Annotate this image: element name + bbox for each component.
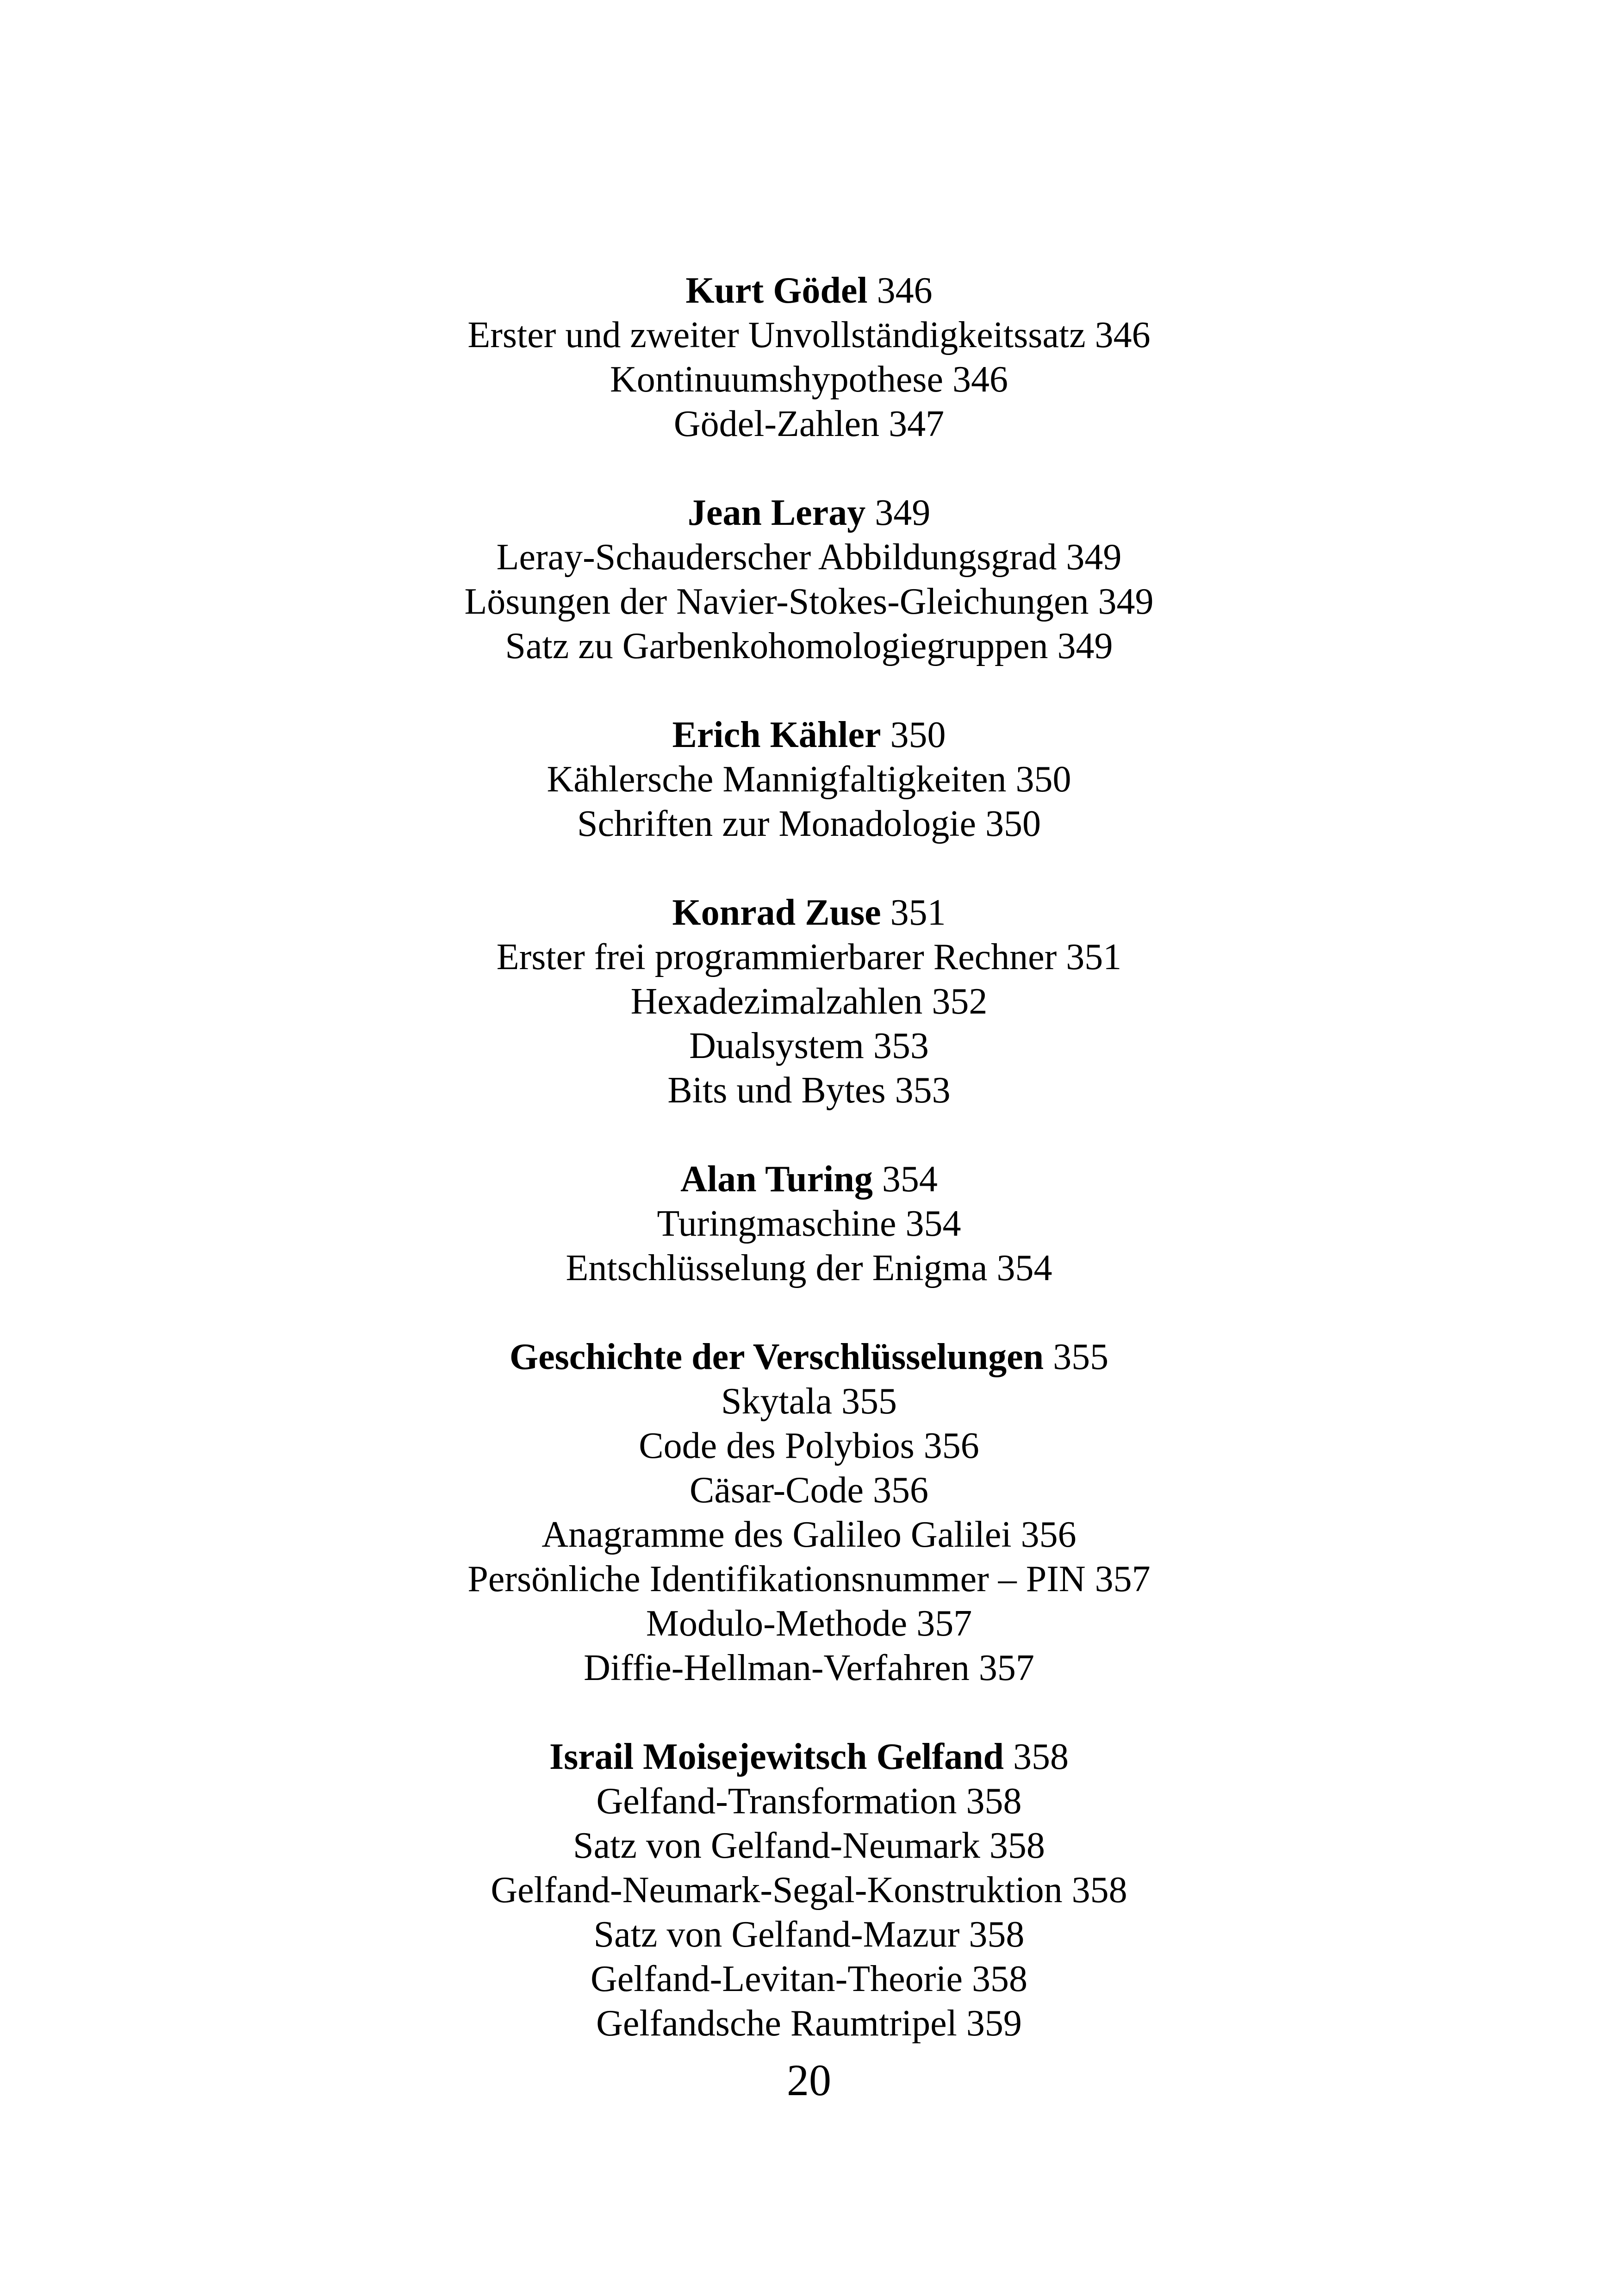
entry-page: 359 (966, 2003, 1022, 2044)
entry-page: 356 (1021, 1514, 1077, 1555)
section-page: 355 (1053, 1337, 1109, 1377)
toc-entry (0, 979, 1618, 1024)
section-heading (0, 491, 1618, 535)
toc-section (0, 1335, 1618, 1690)
entry-title: Cäsar-Code (689, 1470, 864, 1511)
toc-entry (0, 802, 1618, 846)
entry-page: 350 (985, 803, 1041, 844)
entry-title: Modulo-Methode (646, 1603, 908, 1644)
toc-entry (0, 935, 1618, 979)
section-heading (0, 1735, 1618, 1779)
toc-entry (0, 1868, 1618, 1912)
entry-page: 357 (978, 1648, 1034, 1688)
toc-entry (0, 1912, 1618, 1957)
section-heading (0, 713, 1618, 757)
person-name: Konrad Zuse (672, 892, 881, 933)
section-heading (0, 268, 1618, 313)
toc-entry (0, 1468, 1618, 1512)
entry-title: Satz zu Garbenkohomologiegruppen (505, 626, 1048, 666)
toc-entry (0, 1068, 1618, 1113)
entry-title: Turingmaschine (657, 1203, 896, 1244)
toc-entry (0, 1201, 1618, 1246)
toc-entry (0, 1424, 1618, 1468)
entry-page: 356 (873, 1470, 929, 1511)
entry-page: 347 (889, 404, 945, 444)
section-page: 346 (877, 270, 933, 311)
section-page: 350 (890, 715, 946, 755)
entry-page: 354 (996, 1248, 1052, 1288)
toc-section (0, 713, 1618, 846)
toc-entry (0, 1246, 1618, 1290)
toc-entry (0, 2001, 1618, 2046)
toc-entry (0, 1957, 1618, 2001)
toc-entry (0, 535, 1618, 579)
toc-entry (0, 402, 1618, 446)
section-page: 351 (890, 892, 946, 933)
entry-page: 346 (1095, 315, 1151, 355)
entry-page: 351 (1066, 937, 1122, 977)
entry-page: 346 (952, 359, 1008, 400)
section-page: 354 (882, 1159, 938, 1200)
toc-section (0, 491, 1618, 668)
entry-title: Leray-Schauderscher Abbildungsgrad (496, 537, 1057, 578)
toc-entry (0, 357, 1618, 402)
person-name: Erich Kähler (672, 715, 881, 755)
entry-title: Bits und Bytes (667, 1070, 886, 1111)
entry-title: Lösungen der Navier-Stokes-Gleichungen (464, 581, 1089, 622)
section-heading (0, 1335, 1618, 1379)
toc-entry (0, 1512, 1618, 1557)
entry-title: Erster frei programmierbarer Rechner (496, 937, 1057, 977)
person-name: Geschichte der Verschlüsselungen (509, 1337, 1044, 1377)
entry-page: 349 (1098, 581, 1154, 622)
person-name: Israil Moisejewitsch Gelfand (549, 1736, 1004, 1777)
person-name: Kurt Gödel (685, 270, 868, 311)
entry-title: Code des Polybios (639, 1425, 915, 1466)
entry-title: Hexadezimalzahlen (630, 981, 923, 1022)
toc-entry (0, 1024, 1618, 1068)
entry-title: Kontinuumshypothese (610, 359, 943, 400)
entry-page: 355 (841, 1381, 897, 1422)
table-of-contents (0, 268, 1618, 2046)
toc-entry (0, 1601, 1618, 1646)
entry-title: Gödel-Zahlen (673, 404, 880, 444)
entry-page: 357 (1095, 1559, 1151, 1599)
entry-title: Gelfand-Transformation (596, 1781, 957, 1822)
entry-page: 358 (972, 1959, 1028, 1999)
entry-title: Kählersche Mannigfaltigkeiten (547, 759, 1007, 800)
entry-page: 354 (905, 1203, 961, 1244)
toc-entry (0, 757, 1618, 802)
page-number: 20 (787, 2055, 831, 2105)
entry-title: Satz von Gelfand-Mazur (593, 1914, 960, 1955)
toc-section (0, 1735, 1618, 2046)
entry-title: Persönliche Identifikationsnummer – PIN (467, 1559, 1086, 1599)
entry-page: 353 (873, 1026, 929, 1066)
entry-page: 352 (932, 981, 988, 1022)
section-page: 349 (875, 492, 931, 533)
entry-title: Gelfand-Neumark-Segal-Konstruktion (491, 1870, 1063, 1910)
entry-title: Entschlüsselung der Enigma (566, 1248, 988, 1288)
entry-title: Skytala (721, 1381, 832, 1422)
entry-page: 349 (1057, 626, 1113, 666)
entry-title: Anagramme des Galileo Galilei (541, 1514, 1012, 1555)
person-name: Jean Leray (687, 492, 866, 533)
toc-entry (0, 1557, 1618, 1601)
entry-title: Satz von Gelfand-Neumark (573, 1825, 980, 1866)
entry-page: 356 (923, 1425, 979, 1466)
entry-title: Diffie-Hellman-Verfahren (584, 1648, 970, 1688)
entry-title: Schriften zur Monadologie (577, 803, 976, 844)
toc-entry (0, 1379, 1618, 1424)
section-page: 358 (1013, 1736, 1069, 1777)
toc-entry (0, 1823, 1618, 1868)
entry-title: Gelfand-Levitan-Theorie (590, 1959, 963, 1999)
toc-section (0, 890, 1618, 1113)
entry-page: 349 (1066, 537, 1122, 578)
entry-title: Gelfandsche Raumtripel (596, 2003, 957, 2044)
entry-title: Dualsystem (689, 1026, 864, 1066)
person-name: Alan Turing (680, 1159, 873, 1200)
entry-page: 358 (989, 1825, 1045, 1866)
toc-entry (0, 579, 1618, 624)
entry-title: Erster und zweiter Unvollständigkeitssatz (467, 315, 1086, 355)
toc-entry (0, 313, 1618, 357)
entry-page: 358 (1071, 1870, 1127, 1910)
toc-entry (0, 1646, 1618, 1690)
toc-section (0, 268, 1618, 446)
toc-entry (0, 1779, 1618, 1823)
entry-page: 358 (966, 1781, 1022, 1822)
toc-section (0, 1157, 1618, 1290)
entry-page: 353 (895, 1070, 951, 1111)
entry-page: 357 (916, 1603, 972, 1644)
entry-page: 358 (969, 1914, 1025, 1955)
section-heading (0, 890, 1618, 935)
section-heading (0, 1157, 1618, 1201)
entry-page: 350 (1015, 759, 1071, 800)
toc-entry (0, 624, 1618, 668)
